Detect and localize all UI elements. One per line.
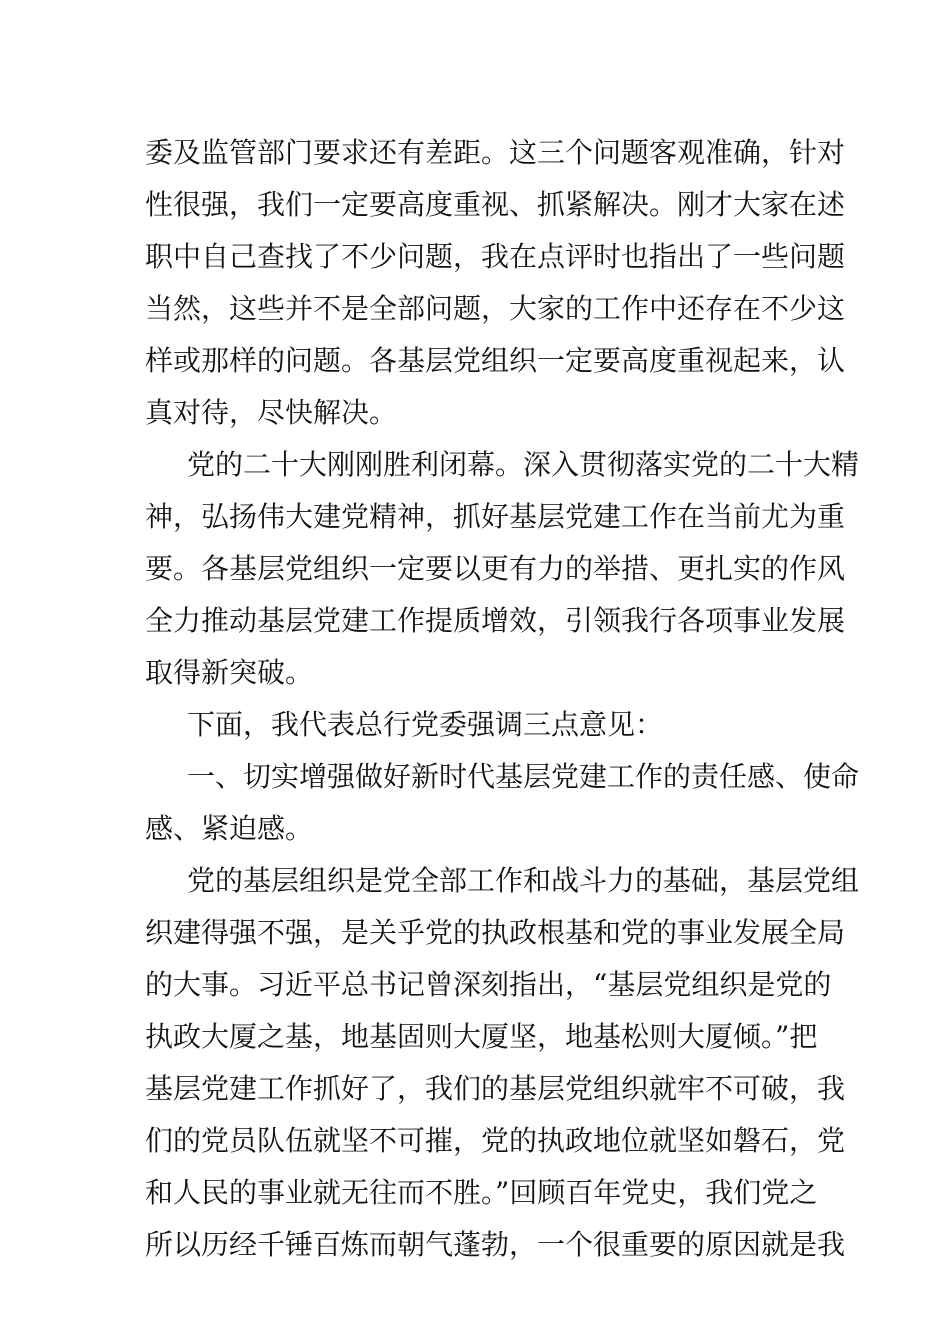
text-line: 全力推动基层党建工作提质增效，引领我行各项事业发展: [145, 604, 846, 637]
text-line: 所以历经千锤百炼而朝气蓬勃，一个很重要的原因就是我: [145, 1228, 846, 1261]
text-line: 的大事。习近平总书记曾深刻指出，“基层党组织是党的: [145, 968, 832, 1001]
text-line: 样或那样的问题。各基层党组织一定要高度重视起来，认: [145, 344, 846, 377]
text-line: 职中自己查找了不少问题，我在点评时也指出了一些问题: [145, 240, 846, 273]
text-line: 党的基层组织是党全部工作和战斗力的基础，基层党组: [187, 864, 860, 897]
text-line: 下面，我代表总行党委强调三点意见：: [187, 708, 664, 741]
text-line: 性很强，我们一定要高度重视、抓紧解决。刚才大家在述: [145, 188, 846, 221]
text-line: 要。各基层党组织一定要以更有力的举措、更扎实的作风: [145, 552, 846, 585]
text-line: 当然，这些并不是全部问题，大家的工作中还存在不少这: [145, 292, 846, 325]
text-line: 真对待，尽快解决。: [145, 396, 398, 429]
section-heading-line: 感、紧迫感。: [145, 812, 314, 845]
text-line: 基层党建工作抓好了，我们的基层党组织就牢不可破，我: [145, 1072, 846, 1105]
text-line: 们的党员队伍就坚不可摧，党的执政地位就坚如磐石，党: [145, 1124, 846, 1157]
section-heading-line: 一、切实增强做好新时代基层党建工作的责任感、使命: [187, 760, 860, 793]
text-line: 织建得强不强，是关乎党的执政根基和党的事业发展全局: [145, 916, 846, 949]
text-line: 委及监管部门要求还有差距。这三个问题客观准确，针对: [145, 136, 846, 169]
text-line: 和人民的事业就无往而不胜。”回顾百年党史，我们党之: [145, 1176, 818, 1209]
document-body: [145, 127, 860, 1271]
text-line: 神，弘扬伟大建党精神，抓好基层党建工作在当前尤为重: [145, 500, 846, 533]
text-line: 执政大厦之基，地基固则大厦坚，地基松则大厦倾。”把: [145, 1020, 818, 1053]
text-line: 取得新突破。: [145, 656, 314, 689]
text-line: 党的二十大刚刚胜利闭幕。深入贯彻落实党的二十大精: [187, 448, 860, 481]
